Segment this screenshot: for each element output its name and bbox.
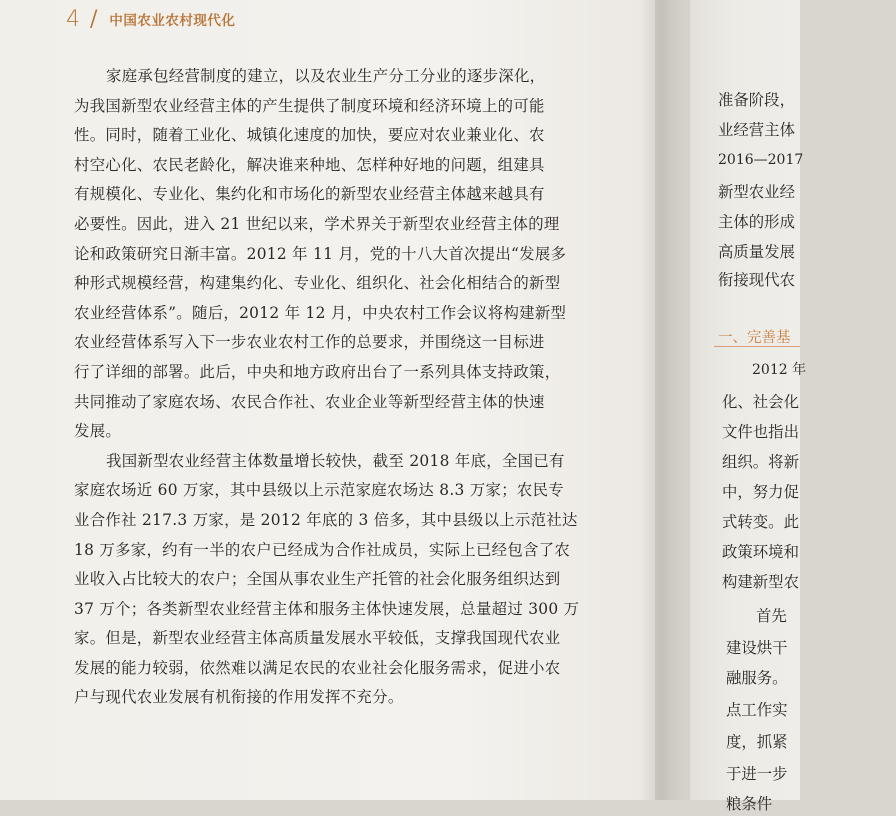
text-line: 点工作实 xyxy=(726,701,788,719)
text-line: 中，努力促 xyxy=(722,483,799,501)
text-line: 新型农业经 xyxy=(718,183,795,201)
text-line: 粮条件 xyxy=(726,795,773,813)
text-line: 主体的形成 xyxy=(718,213,795,231)
text-line: 文件也指出 xyxy=(722,423,799,441)
text-line: 业收入占比较大的农户；全国从事农业生产托管的社会化服务组织达到 xyxy=(74,570,561,589)
text-line: 家庭农场近 60 万家，其中县级以上示范家庭农场达 8.3 万家；农民专 xyxy=(74,481,564,500)
text-line: 家庭承包经营制度的建立，以及农业生产分工分业的逐步深化， xyxy=(106,67,546,85)
text-line: 村空心化、农民老龄化，解决谁来种地、怎样种好地的问题，组建具 xyxy=(74,155,545,174)
text-line: 户与现代农业发展有机衔接的作用发挥不充分。 xyxy=(74,688,404,707)
text-line: 准备阶段， xyxy=(718,91,795,109)
text-line: 必要性。因此，进入 21 世纪以来，学术界关于新型农业经营主体的理 xyxy=(74,214,560,233)
text-line: 有规模化、专业化、集约化和市场化的新型农业经营主体越来越具有 xyxy=(74,185,545,204)
right-page xyxy=(690,0,807,813)
text-line: 论和政策研究日渐丰富。2012 年 11 月，党的十八大首次提出“发展多 xyxy=(74,244,567,263)
left-page-body xyxy=(74,62,634,713)
text-line: 衔接现代农 xyxy=(718,271,795,289)
text-line: 2016—2017 xyxy=(718,152,804,168)
text-line: 发展。 xyxy=(74,422,122,441)
text-line: 农业经营体系”。随后，2012 年 12 月，中央农村工作会议将构建新型 xyxy=(74,303,567,322)
text-line: 首先 xyxy=(756,607,787,625)
text-line: 业合作社 217.3 万家，是 2012 年底的 3 倍多，其中县级以上示范社达 xyxy=(74,510,578,529)
text-line: 发展的能力较弱，依然难以满足农民的农业社会化服务需求，促进小农 xyxy=(74,658,561,677)
text-line: 行了详细的部署。此后，中央和地方政府出台了一系列具体支持政策， xyxy=(74,362,561,381)
header-separator: / xyxy=(90,6,98,32)
text-line: 高质量发展 xyxy=(718,243,795,261)
text-line: 组织。将新 xyxy=(722,453,799,471)
text-line: 性。同时，随着工业化、城镇化速度的加快，要应对农业兼业化、农 xyxy=(74,126,545,145)
section-heading: 一、完善基 xyxy=(718,330,791,346)
text-line: 式转变。此 xyxy=(722,513,799,531)
chapter-title: 中国农业农村现代化 xyxy=(109,13,236,29)
text-line: 于进一步 xyxy=(726,765,788,783)
text-line: 37 万个；各类新型农业经营主体和服务主体快速发展，总量超过 300 万 xyxy=(74,599,580,618)
text-line: 共同推动了家庭农场、农民合作社、农业企业等新型经营主体的快速 xyxy=(74,392,545,411)
heading-rule xyxy=(714,346,800,347)
page-number: 4 xyxy=(66,6,80,32)
text-line: 政策环境和 xyxy=(722,543,799,561)
text-line: 业经营主体 xyxy=(718,121,795,139)
text-line: 种形式规模经营，构建集约化、专业化、组织化、社会化相结合的新型 xyxy=(74,274,561,293)
text-line: 度，抓紧 xyxy=(726,733,788,751)
text-line: 构建新型农 xyxy=(722,573,799,591)
text-line: 我国新型农业经营主体数量增长较快，截至 2018 年底，全国已有 xyxy=(106,451,565,470)
text-line: 融服务。 xyxy=(726,669,788,687)
text-line: 2012 年 xyxy=(752,362,807,378)
text-line: 18 万多家，约有一半的农户已经成为合作社成员，实际上已经包含了农 xyxy=(74,540,571,559)
text-line: 农业经营体系写入下一步农业农村工作的总要求，并围绕这一目标进 xyxy=(74,333,545,352)
text-line: 为我国新型农业经营主体的产生提供了制度环境和经济环境上的可能 xyxy=(74,96,545,115)
running-header xyxy=(66,4,235,34)
text-line: 化、社会化 xyxy=(722,393,799,411)
text-line: 家。但是，新型农业经营主体高质量发展水平较低，支撑我国现代农业 xyxy=(74,629,561,648)
text-line: 建设烘干 xyxy=(726,639,788,657)
